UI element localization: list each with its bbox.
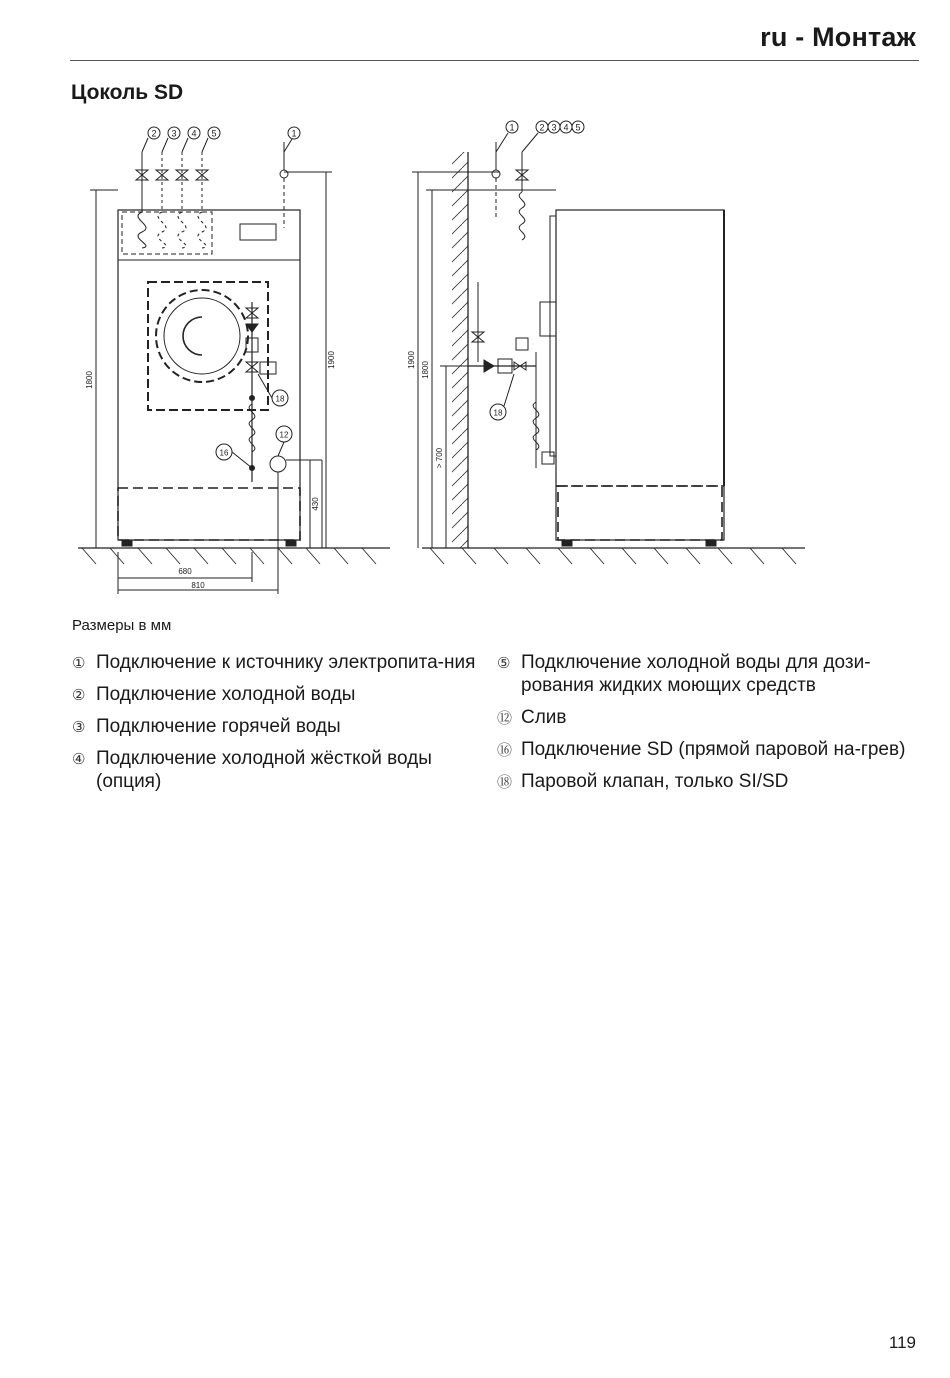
callout-16: 16 (219, 448, 229, 458)
callout-18: 18 (275, 394, 285, 404)
legend-text: Подключение холодной жёсткой воды (опция) (96, 748, 432, 792)
legend-item (497, 738, 917, 761)
side-callout-4: 4 (563, 122, 569, 133)
legend-text: Подключение холодной воды для дози-рования жидких моющих средств (521, 652, 871, 696)
installation-drawing (70, 112, 830, 612)
legend-text: Подключение горячей воды (96, 716, 341, 737)
dim-1900: 1900 (327, 351, 336, 369)
legend-left (72, 651, 482, 802)
legend-number: ② (72, 687, 86, 704)
side-view (412, 121, 805, 564)
legend-item (72, 651, 482, 674)
legend-text: Слив (521, 707, 567, 728)
dim-430: 430 (311, 497, 320, 511)
side-callout-2: 2 (539, 122, 545, 133)
callout-5: 5 (211, 128, 217, 139)
side-callout-1: 1 (509, 122, 515, 133)
dim-680: 680 (178, 567, 192, 576)
side-dim-700: > 700 (435, 447, 444, 469)
callout-1: 1 (291, 128, 297, 139)
legend-number: ① (72, 655, 86, 672)
legend-number: ⑯ (497, 742, 513, 759)
legend-item (72, 715, 482, 738)
legend-item (497, 651, 917, 697)
legend-item (72, 683, 482, 706)
side-callout-3: 3 (551, 122, 557, 133)
legend-number: ⑤ (497, 655, 511, 672)
dim-810: 810 (191, 581, 205, 590)
header-rule (70, 60, 919, 61)
callout-4: 4 (191, 128, 197, 139)
section-title: Цоколь SD (71, 81, 184, 104)
side-callout-18: 18 (493, 408, 503, 418)
page-header-title: ru - Монтаж (760, 22, 916, 52)
dim-1800: 1800 (85, 371, 94, 389)
legend-item (497, 770, 917, 793)
legend-item (497, 706, 917, 729)
legend-text: Подключение к источнику электропита-ния (96, 652, 476, 673)
side-dim-1900: 1900 (407, 351, 416, 369)
callout-12: 12 (279, 430, 289, 440)
callout-3: 3 (171, 128, 177, 139)
legend-number: ⑱ (497, 774, 513, 791)
legend-number: ③ (72, 719, 86, 736)
legend-text: Подключение холодной воды (96, 684, 356, 705)
legend-item (72, 747, 482, 793)
callout-2: 2 (151, 128, 157, 139)
front-view (78, 127, 390, 594)
legend-text: Подключение SD (прямой паровой на-грев) (521, 739, 906, 760)
page-number: 119 (888, 1333, 916, 1352)
legend-number: ④ (72, 751, 86, 768)
side-dim-1800: 1800 (421, 361, 430, 379)
legend-text: Паровой клапан, только SI/SD (521, 771, 789, 792)
legend-right (497, 651, 917, 802)
side-callout-5: 5 (575, 122, 581, 133)
drawing-caption: Размеры в мм (72, 617, 172, 634)
legend-number: ⑫ (497, 710, 513, 727)
